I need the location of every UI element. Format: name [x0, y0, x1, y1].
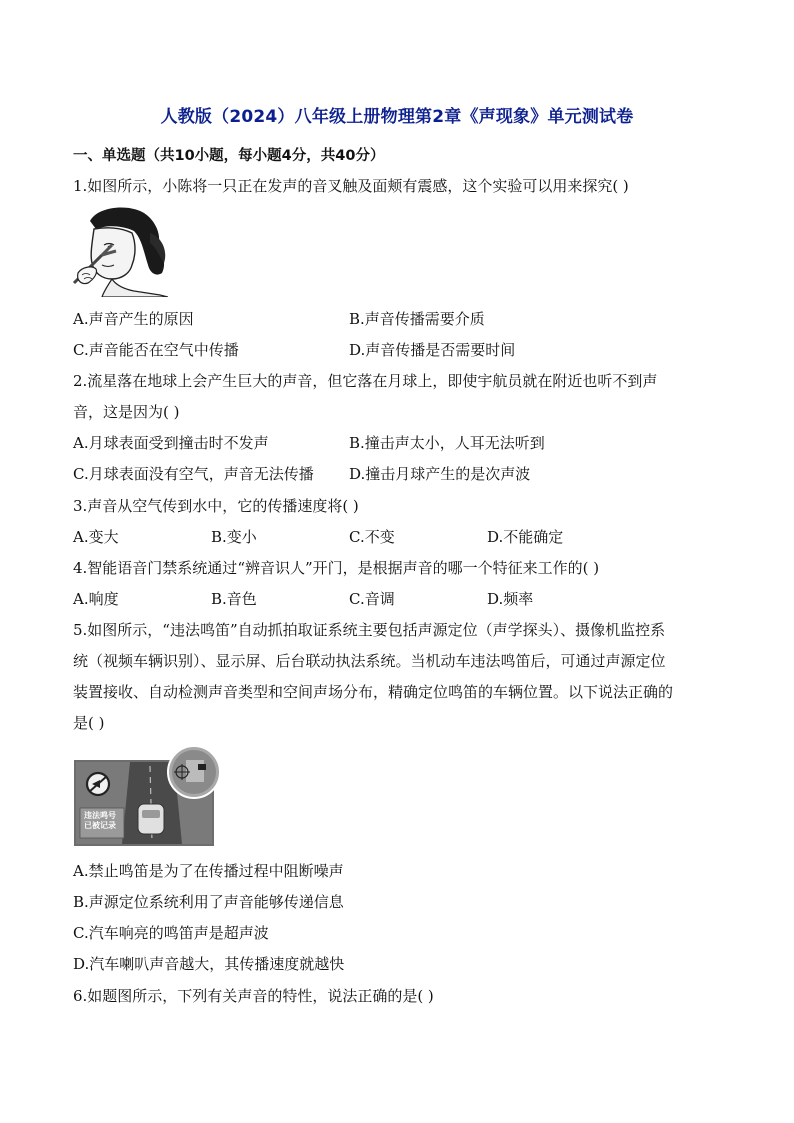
q5-stem-line2: 统（视频车辆识别）、显示屏、后台联动执法系统。当机动车违法鸣笛后，可通过声源定位: [73, 652, 666, 670]
q1-option-c[interactable]: C.声音能否在空气中传播: [73, 341, 239, 359]
q5-figure-caption: 违法鸣号 已被记录: [84, 811, 116, 830]
q2-stem-line2: 音，这是因为( ): [73, 403, 180, 421]
q4-option-d[interactable]: D.频率: [487, 590, 534, 608]
q4-stem: 4.智能语音门禁系统通过“辨音识人”开门，是根据声音的哪一个特征来工作的( ): [73, 559, 600, 577]
q2-option-a[interactable]: A.月球表面受到撞击时不发声: [73, 434, 269, 452]
q1-option-a[interactable]: A.声音产生的原因: [73, 310, 194, 328]
q3-stem: 3.声音从空气传到水中，它的传播速度将( ): [73, 497, 359, 515]
q5-option-d[interactable]: D.汽车喇叭声音越大，其传播速度就越快: [73, 955, 345, 973]
q1-option-d[interactable]: D.声音传播是否需要时间: [349, 341, 516, 359]
q1-stem: 1.如图所示，小陈将一只正在发声的音叉触及面颊有震感，这个实验可以用来探究( ): [73, 177, 629, 195]
tuning-fork-face-figure: [72, 203, 168, 297]
horn-capture-system-figure: [74, 746, 224, 846]
q5-option-a[interactable]: A.禁止鸣笛是为了在传播过程中阻断噪声: [73, 862, 344, 880]
q1-option-b[interactable]: B.声音传播需要介质: [349, 310, 485, 328]
q2-option-b[interactable]: B.撞击声太小，人耳无法听到: [349, 434, 545, 452]
exam-title: 人教版（2024）八年级上册物理第2章《声现象》单元测试卷: [160, 107, 634, 127]
q5-option-b[interactable]: B.声源定位系统利用了声音能够传递信息: [73, 893, 344, 911]
q4-option-c[interactable]: C.音调: [349, 590, 395, 608]
q2-option-d[interactable]: D.撞击月球产生的是次声波: [349, 465, 531, 483]
q5-stem-line4: 是( ): [73, 714, 105, 732]
q5-stem-line3: 装置接收、自动检测声音类型和空间声场分布，精确定位鸣笛的车辆位置。以下说法正确的: [73, 683, 674, 701]
q4-option-a[interactable]: A.响度: [73, 590, 119, 608]
q4-option-b[interactable]: B.音色: [211, 590, 257, 608]
q3-option-a[interactable]: A.变大: [73, 528, 119, 546]
q5-stem-line1: 5.如图所示，“违法鸣笛”自动抓拍取证系统主要包括声源定位（声学探头）、摄像机监控系: [73, 621, 666, 639]
section-heading-single-choice: 一、单选题（共10小题，每小题4分，共40分）: [73, 148, 385, 164]
q2-option-c[interactable]: C.月球表面没有空气，声音无法传播: [73, 465, 314, 483]
q3-option-b[interactable]: B.变小: [211, 528, 257, 546]
q5-option-c[interactable]: C.汽车响亮的鸣笛声是超声波: [73, 924, 269, 942]
q2-stem-line1: 2.流星落在地球上会产生巨大的声音，但它落在月球上，即使宇航员就在附近也听不到声: [73, 372, 658, 390]
q3-option-c[interactable]: C.不变: [349, 528, 395, 546]
q6-stem: 6.如题图所示，下列有关声音的特性，说法正确的是( ): [73, 987, 434, 1005]
q3-option-d[interactable]: D.不能确定: [487, 528, 564, 546]
